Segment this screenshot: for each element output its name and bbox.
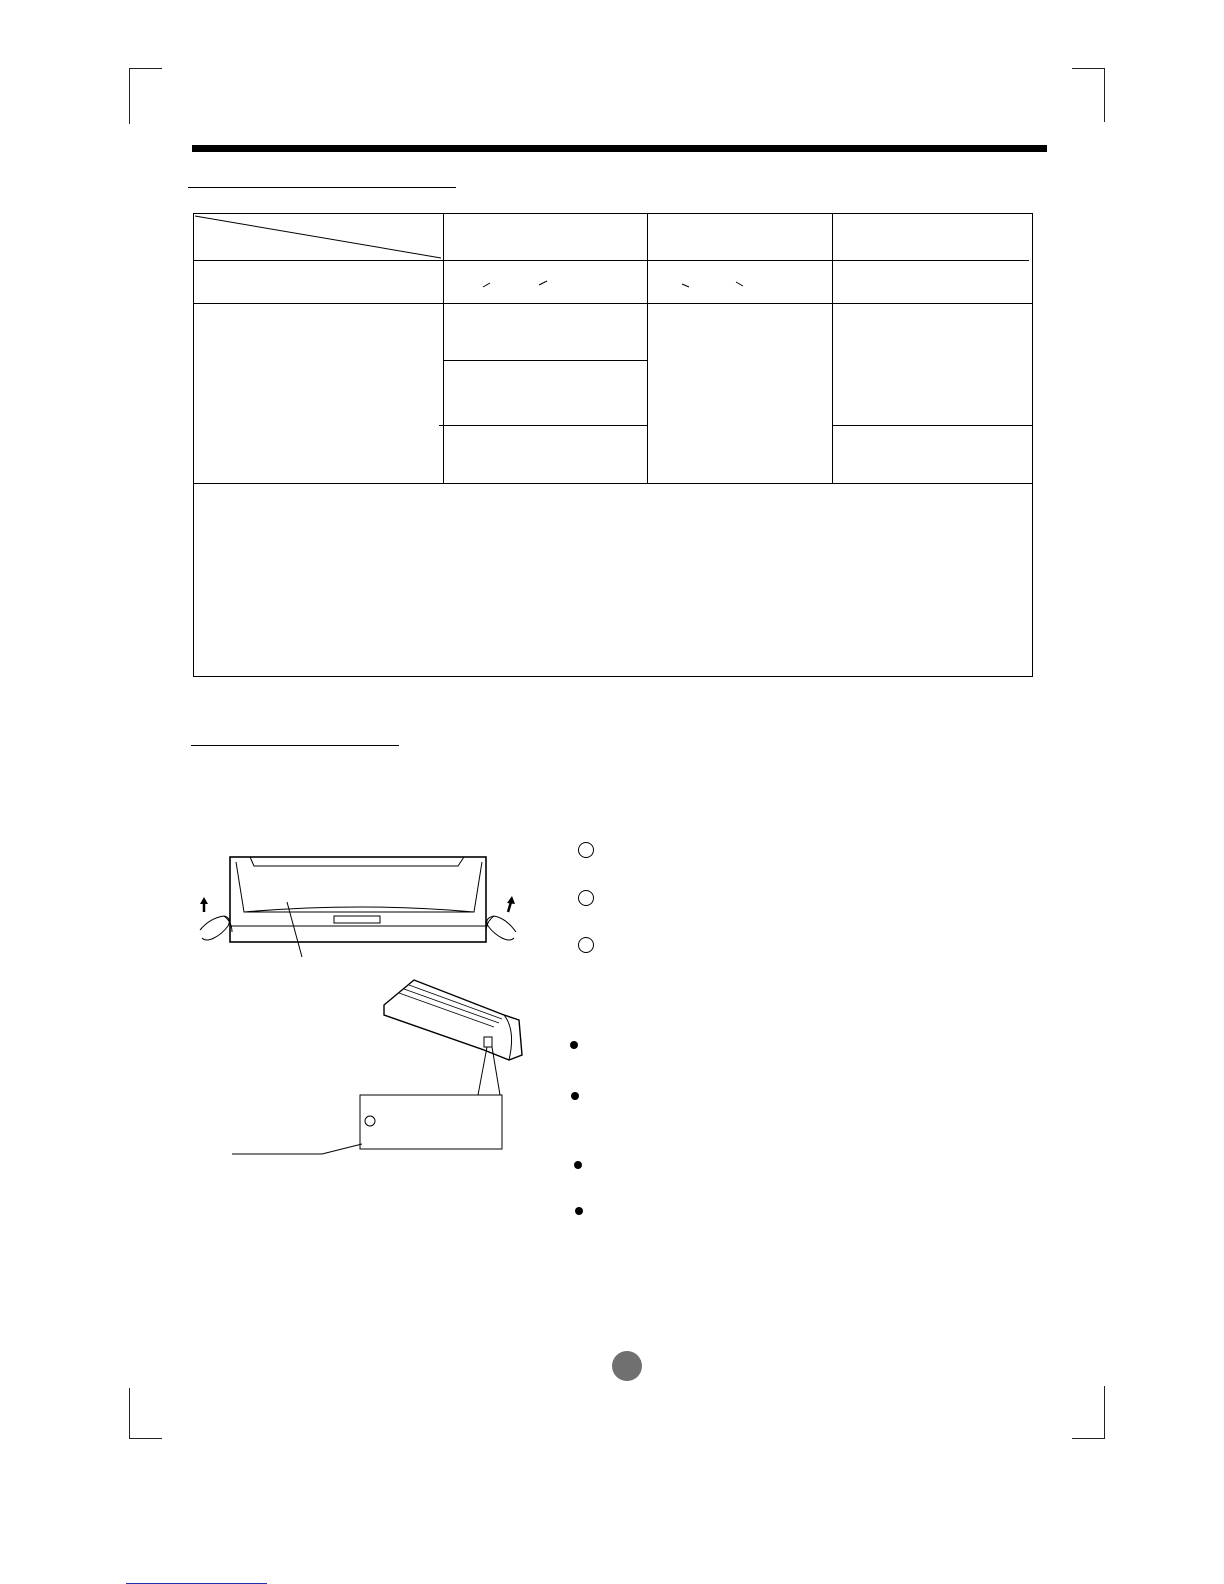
- table-col-line-3: [832, 213, 833, 484]
- indoor-unit-side-illustration: [344, 975, 524, 1165]
- label-leader-line: [232, 1140, 372, 1160]
- indoor-unit-front-illustration: [192, 852, 532, 962]
- crop-mark-bottom-left-h: [129, 1438, 162, 1439]
- section-1-underline: [188, 187, 456, 188]
- bullet-4: [575, 1207, 583, 1215]
- section-2-title: [191, 724, 399, 744]
- table-diagonal-header: [193, 213, 444, 261]
- crop-mark-top-right-h: [1072, 68, 1105, 69]
- range-tick-marks: [193, 260, 1033, 308]
- crop-mark-bottom-right-h: [1072, 1438, 1105, 1439]
- crop-mark-bottom-left-v: [129, 1388, 130, 1439]
- bullet-2: [571, 1092, 579, 1100]
- step-number-3: [578, 937, 594, 953]
- table-subrow-line-c: [832, 425, 1033, 426]
- bullet-3: [574, 1161, 582, 1169]
- crop-mark-top-left-v: [129, 68, 130, 124]
- table-subrow-line-a: [443, 360, 647, 361]
- section-2-underline: [191, 745, 399, 746]
- section-1-title: [188, 166, 456, 186]
- step-number-1: [578, 842, 594, 858]
- table-border-bottom: [193, 676, 1033, 677]
- table-row-line-3: [193, 483, 1033, 484]
- header-bar: [192, 145, 1047, 152]
- crop-mark-bottom-right-v: [1104, 1386, 1105, 1439]
- bullet-1: [570, 1041, 578, 1049]
- crop-mark-top-right-v: [1104, 68, 1105, 122]
- page-number-badge: [612, 1351, 642, 1381]
- crop-mark-top-left-h: [129, 68, 162, 69]
- table-col-line-2: [647, 213, 648, 484]
- table-subrow-line-b: [439, 425, 647, 426]
- step-number-2: [578, 890, 594, 906]
- spec-table: [193, 213, 1034, 677]
